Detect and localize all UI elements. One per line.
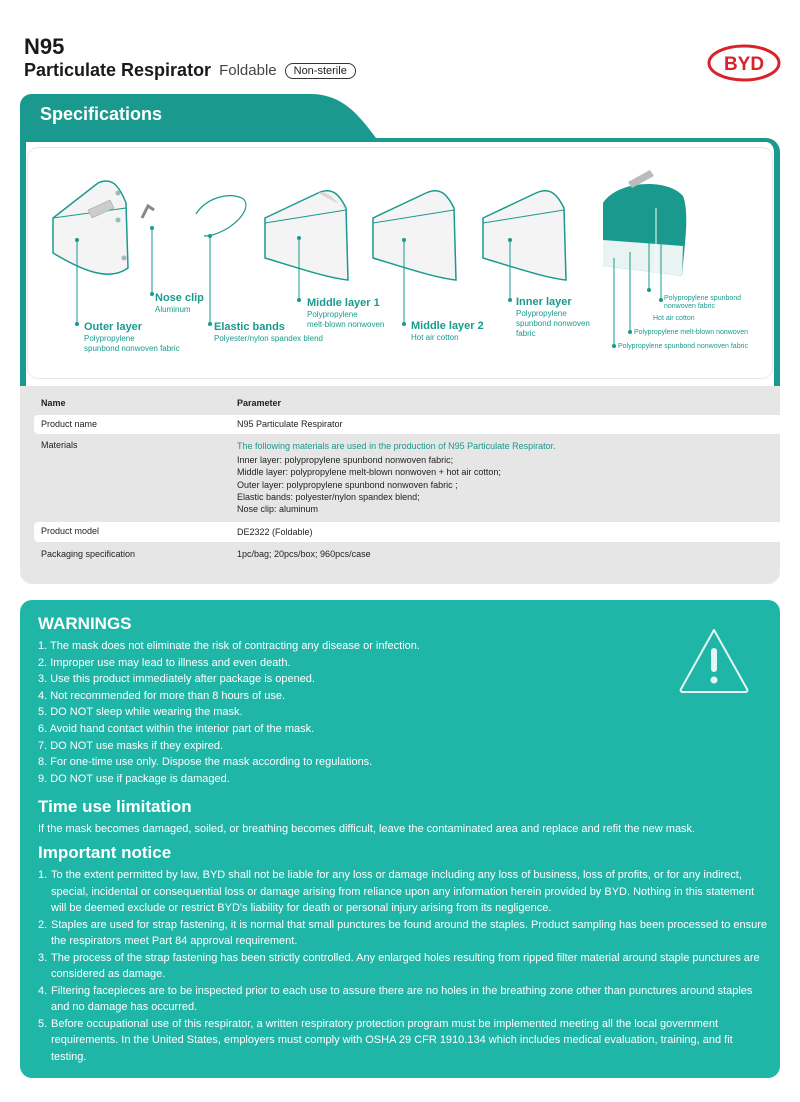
notice-item: [38, 917, 768, 950]
cross-section-label-4: Polypropylene melt-blown nonwoven: [634, 329, 749, 336]
notice-text: Before occupational use of this respirator, a written respiratory protection program must be implemented meeting all the local government requirements. In the United States, employers must comply with OSHA 29 CFR 1910.134 which includes medical evaluation, training, and fit testing.: [51, 1017, 733, 1063]
elastic-bands-material: Polyester/nylon spandex blend: [214, 334, 323, 343]
warning-item: 5. DO NOT sleep while wearing the mask.: [38, 706, 243, 719]
row-value: DE2322 (Foldable): [237, 527, 313, 537]
row-name: Product name: [41, 419, 98, 429]
warning-item: 4. Not recommended for more than 8 hours of use.: [38, 689, 286, 702]
cross-section-label-5: Polypropylene spunbond nonwoven fabric: [618, 343, 748, 350]
warning-item: 8. For one-time use only. Dispose the mask according to regulations.: [38, 756, 373, 769]
warning-item: 3. Use this product immediately after package is opened.: [38, 673, 315, 686]
material-line: Inner layer: polypropylene spunbond nonwoven fabric;: [237, 455, 454, 466]
warnings-list: [38, 638, 420, 787]
notice-number: 2.: [38, 918, 48, 931]
inner-layer-material-1: Polypropylene: [516, 309, 567, 318]
middle-layer-1-material-2: melt-blown nonwoven: [307, 320, 385, 329]
table-header: [34, 398, 782, 412]
table-row: [34, 522, 782, 542]
inner-layer-label: Inner layer: [516, 296, 572, 308]
table-row: [34, 545, 782, 565]
warning-item: 7. DO NOT use masks if they expired.: [38, 739, 224, 752]
middle-layer-1-label: Middle layer 1: [307, 297, 380, 309]
inner-layer-material-3: fabric: [516, 329, 536, 338]
cross-section-label-2: nonwoven fabric: [664, 303, 715, 310]
inner-layer-illustration: [483, 191, 566, 302]
model-title: N95: [24, 34, 65, 59]
warning-item: 9. DO NOT use if package is damaged.: [38, 772, 230, 785]
notice-text: To the extent permitted by law, BYD shall not be liable for any loss or damage including any loss of business, loss of profits, or for any indirect, special, incidental or consequential loss or damage arising from reliance upon any information herein provided by BYD. Nothing in this statement will be deemed exclude or restrict BYD's liability for death or personal injury arising from its negligence.: [51, 869, 755, 914]
product-title: Particulate Respirator: [24, 60, 212, 80]
notice-item: [38, 950, 768, 983]
sterility-badge: Non-sterile: [285, 63, 356, 79]
notice-item: [38, 1016, 768, 1066]
notice-number: 1.: [38, 869, 48, 881]
notice-item: [38, 867, 768, 917]
materials-intro: The following materials are used in the production of N95 Particulate Respirator.: [237, 441, 556, 451]
middle-layer-1-illustration: [265, 191, 348, 302]
row-name: Product model: [41, 526, 100, 536]
nose-clip-material: Aluminum: [155, 305, 191, 314]
nose-clip-illustration: [142, 206, 154, 296]
notice-text: Staples are used for strap fastening, it is normal that small punctures be found around the staples. Product sampling has been processed to ensure the respirators meet Part 84 approval requirement.: [51, 918, 768, 947]
middle-layer-1-material-1: Polypropylene: [307, 310, 358, 319]
cross-section-label-1: Polypropylene spunbond: [664, 295, 742, 302]
warning-item: 2. Improper use may lead to illness and even death.: [38, 656, 291, 669]
notice-list: [38, 867, 768, 1065]
row-name: Packaging specification: [41, 549, 136, 559]
material-line: Middle layer: polypropylene melt-blown nonwoven + hot air cotton;: [237, 467, 501, 478]
time-limit-title: Time use limitation: [38, 797, 192, 816]
notice-item: [38, 983, 768, 1016]
notice-number: 3.: [38, 951, 48, 964]
notice-text: Filtering facepieces are to be inspected prior to each use to assure there are no holes in the breathing zone other than punctures around staples and no damage has occurred.: [51, 984, 753, 1013]
row-value: 1pc/bag; 20pcs/box; 960pcs/case: [237, 549, 371, 559]
byd-logo: [707, 44, 781, 82]
important-notice-title: Important notice: [38, 843, 172, 862]
header-parameter: Parameter: [237, 398, 282, 408]
header-name: Name: [41, 398, 66, 408]
product-type: Foldable: [219, 62, 277, 79]
nose-clip-label: Nose clip: [155, 292, 204, 304]
table-row: [34, 438, 782, 520]
notice-text: The process of the strap fastening has been strictly controlled. Any enlarged holes resulting from ripped filter material around staple punctures are considered as damage.: [51, 951, 760, 980]
row-value: N95 Particulate Respirator: [237, 419, 343, 429]
warning-item: 1. The mask does not eliminate the risk of contracting any disease or infection.: [38, 640, 420, 652]
inner-layer-material-2: spunbond nonwoven: [516, 319, 590, 328]
elastic-bands-label: Elastic bands: [214, 321, 285, 333]
warnings-panel: [20, 600, 780, 1078]
material-line: Nose clip: aluminum: [237, 504, 319, 515]
outer-layer-illustration: [53, 181, 128, 326]
middle-layer-2-illustration: [373, 191, 456, 326]
row-name: Materials: [41, 440, 78, 450]
notice-number: 4.: [38, 984, 48, 997]
outer-layer-material-1: Polypropylene: [84, 334, 135, 343]
cross-section-label-3: Hot air cotton: [653, 315, 695, 322]
outer-layer-material-2: spunbond nonwoven fabric: [84, 344, 180, 353]
warning-item: 6. Avoid hand contact within the interior part of the mask.: [38, 722, 315, 735]
notice-number: 5.: [38, 1017, 48, 1030]
material-line: Elastic bands: polyester/nylon spandex blend;: [237, 491, 420, 502]
document-header: [24, 36, 356, 81]
logo-text: BYD: [723, 54, 765, 75]
warning-triangle-icon: [678, 626, 750, 694]
time-limit-text: If the mask becomes damaged, soiled, or breathing becomes difficult, leave the contaminated area and replace and refit the new mask.: [38, 823, 696, 835]
table-row: [34, 415, 782, 434]
spec-table: [20, 386, 780, 584]
elastic-band-illustration: [196, 196, 246, 326]
middle-layer-2-label: Middle layer 2: [411, 320, 484, 332]
middle-layer-2-material: Hot air cotton: [411, 333, 459, 342]
material-line: Outer layer: polypropylene spunbond nonwoven fabric ;: [237, 479, 458, 490]
outer-layer-label: Outer layer: [84, 321, 143, 333]
warnings-title: WARNINGS: [38, 614, 132, 633]
specifications-title: Specifications: [40, 104, 163, 124]
